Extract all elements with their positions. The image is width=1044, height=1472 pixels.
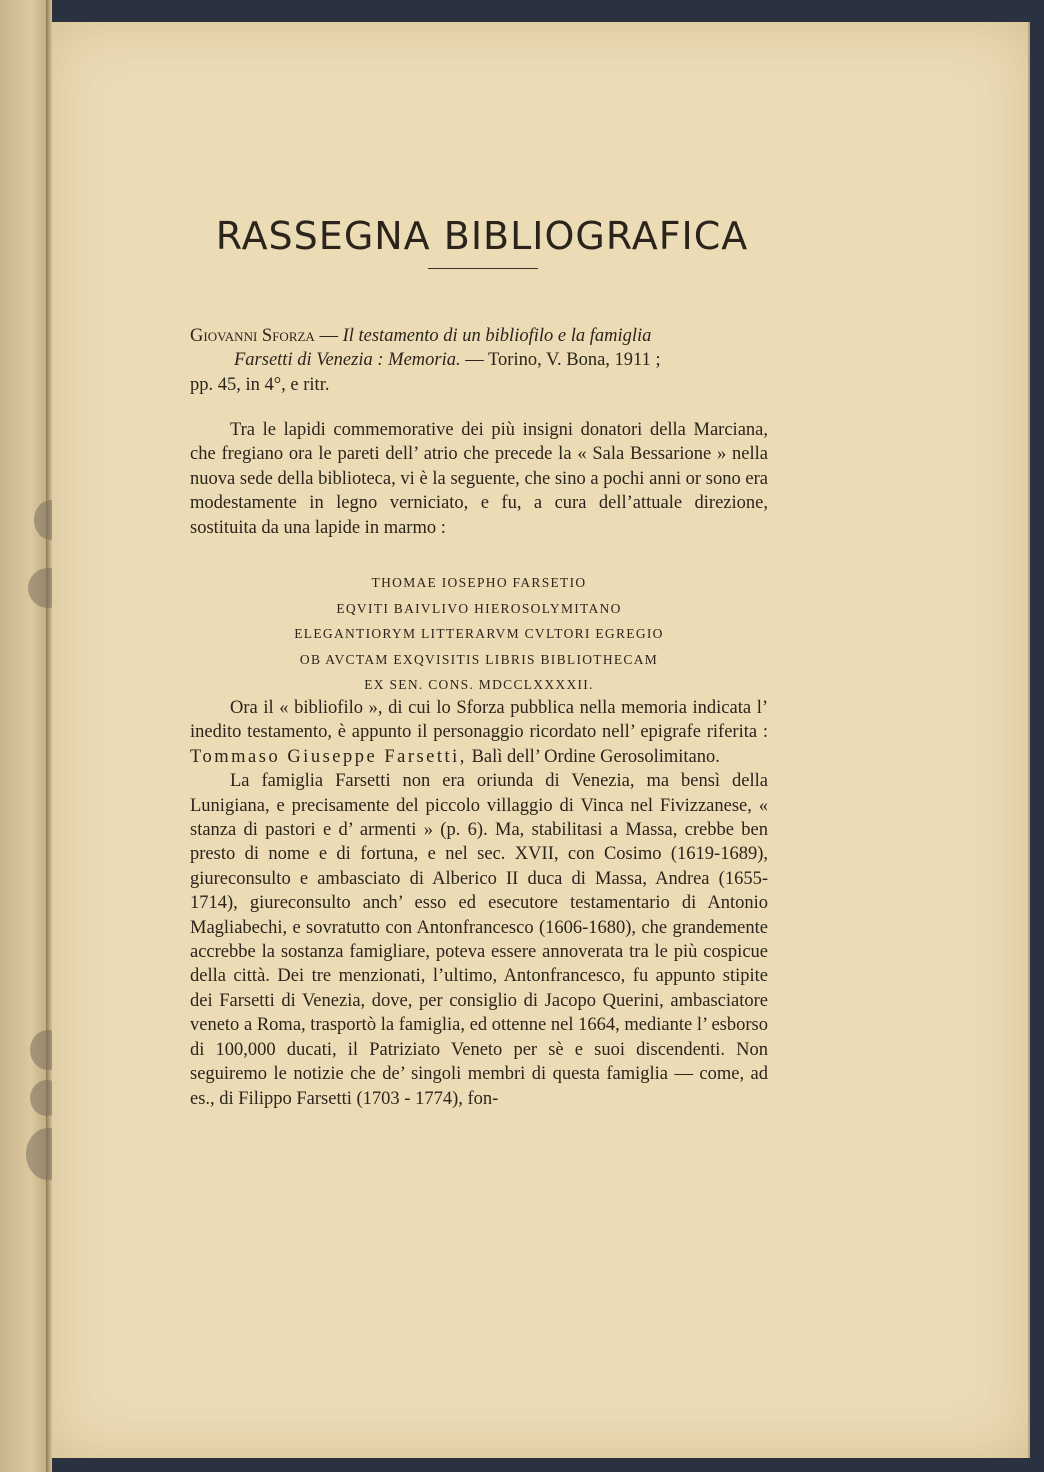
work-title: Il testamento di un bibliofilo e la famiglia (342, 326, 652, 346)
inscription (190, 570, 768, 698)
page-title: RASSEGNA BIBLIOGRAFICA (215, 214, 749, 258)
inscription-line: EX SEN. CONS. MDCCLXXXXII. (364, 677, 594, 692)
inscription-line: EQVITI BAIVLIVO HIEROSOLYMITANO (336, 600, 622, 616)
memoria-label: Memoria. (388, 350, 461, 371)
author-name: Giovanni Sforza (190, 326, 315, 346)
work-title-cont: Farsetti di Venezia (234, 350, 373, 371)
inscription-line: THOMAE IOSEPHO FARSETIO (371, 575, 587, 590)
paragraph-2-end: Balì dell’ Ordine Gerosolimitano. (466, 746, 720, 767)
paragraph-2 (190, 696, 768, 769)
paragraph-1: Tra le lapidi commemorative dei più insigni donatori della Marciana, che fregiano ora le pareti dell’ atrio che precede la « Sala Bessarione » nella nuova sede della biblioteca, vi è la seguente, che sino a pochi anni or sono era modestamente in legno verniciato, e fu, a cura dell’attuale direzione, sostituita da una lapide in marmo : (190, 420, 768, 538)
inscription-line: OB AVCTAM EXQVISITIS LIBRIS BIBLIOTHECAM (299, 651, 659, 667)
pages-info: pp. 45, in 4°, e ritr. (190, 374, 330, 395)
dash: — (314, 326, 343, 346)
title-separator: : (372, 350, 389, 371)
title-divider (428, 268, 538, 269)
previous-page-edge (0, 0, 52, 1472)
paragraph-3: La famiglia Farsetti non era oriunda di Venezia, ma bensì della Lunigiana, e precisamente del piccolo villaggio di Vinca nel Fivizzanese, « stanza di pastori e d’ armenti » (p. 6). Ma, stabilitasi a Massa, crebbe ben presto di nome e di fortuna, e nel sec. XVII, con Cosimo (1619-1689), giureconsulto e ambasciato di Alberico II duca di Massa, Andrea (1655-1714), giureconsulto anch’ esso ed esecutore testamentario di Antonio Magliabechi, e sovratutto con Antonfrancesco (1606-1680), che grandemente accrebbe la sostanza famigliare, poteva essere annoverata tra le più cospicue della città. Dei tre menzionati, l’ultimo, Antonfrancesco, fu appunto stipite dei Farsetti di Venezia, dove, per consiglio di Jacopo Querini, ambasciatore veneto a Roma, trasportò la famiglia, ed ottenne nel 1664, mediante l’ esborso di 100,000 ducati, il Patriziato Veneto per sè e suoi discendenti. Non seguiremo le notizie che de’ singoli membri di questa famiglia — come, ad es., di Filippo Farsetti (1703 - 1774), fon- (190, 771, 768, 1109)
paragraph-2-text: Ora il « bibliofilo », di cui lo Sforza pubblica nella memoria indicata l’ inedito testamento, è appunto il personaggio ricordato nell’ epigrafe riferita : (190, 698, 768, 743)
bibliography-entry (190, 324, 768, 397)
inscription-line: ELEGANTIORYM LITTERARVM CVLTORI EGREGIO (294, 626, 664, 641)
bib-line-2 (190, 348, 768, 372)
publisher: — Torino, V. Bona, 1911 ; (460, 350, 661, 371)
body-text (190, 696, 768, 1111)
person-name: Tommaso Giuseppe Farsetti, (190, 746, 467, 767)
